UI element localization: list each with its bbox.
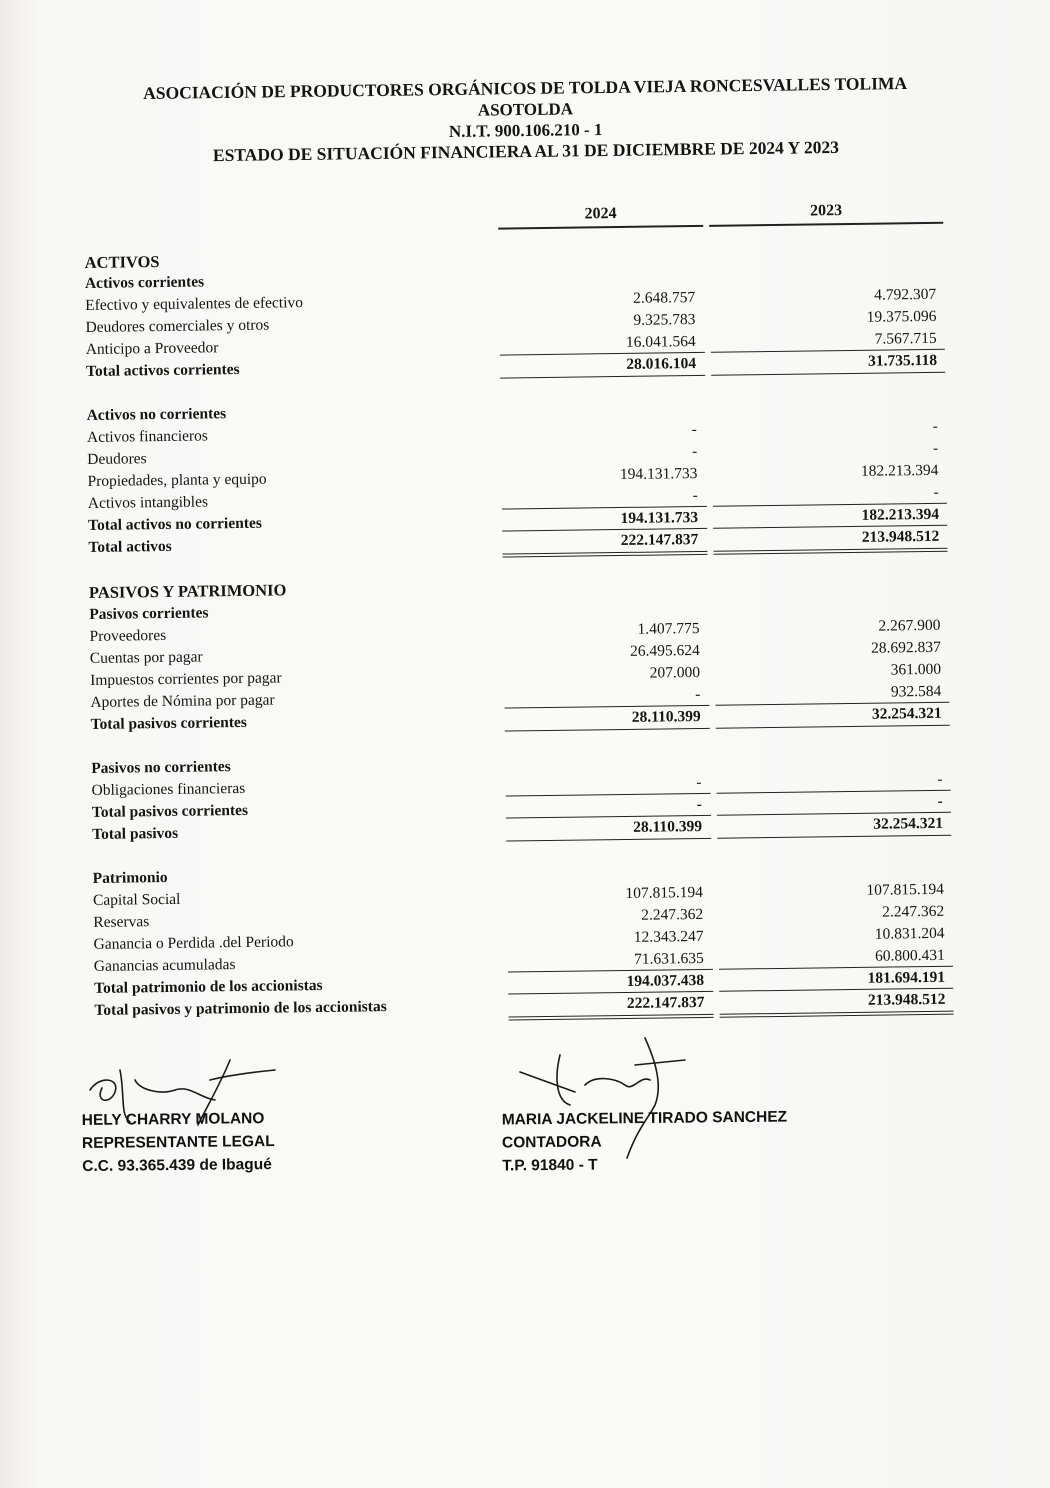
subsection-heading: Pasivos corrientes xyxy=(89,604,209,623)
table-row: Proveedores 1.407.775 2.267.900 xyxy=(89,616,941,645)
total-row: Total pasivos corrientes - - xyxy=(91,792,943,821)
table-row: Impuestos corrientes por pagar 207.000 361.000 xyxy=(90,660,942,689)
table-row: Reservas 2.247.362 2.247.362 xyxy=(93,902,945,931)
table-row: Obligaciones financieras - - xyxy=(91,770,943,799)
double-total-rule xyxy=(509,1017,714,1021)
signer-id: C.C. 93.365.439 de Ibagué xyxy=(82,1156,272,1176)
table-row: Efectivo y equivalentes de efectivo 2.648.757 4.792.307 xyxy=(85,285,937,314)
table-row: Ganancias acumuladas 71.631.635 60.800.431 xyxy=(93,946,945,975)
section-heading: ACTIVOS xyxy=(84,252,160,272)
table-row: Deudores comerciales y otros 9.325.783 19.375.096 xyxy=(85,307,937,336)
signer-name: HELY CHARRY MOLANO xyxy=(81,1110,265,1130)
signer-id: T.P. 91840 - T xyxy=(502,1156,598,1175)
table-row: Anticipo a Proveedor 16.041.564 7.567.715 xyxy=(85,329,937,358)
balance-sheet xyxy=(84,201,946,1019)
total-row: Total activos 222.147.837 213.948.512 xyxy=(88,527,940,556)
legal-representative-signature xyxy=(82,1107,275,1178)
column-header-rule xyxy=(709,222,943,227)
subsection-heading: Pasivos no corrientes xyxy=(91,758,231,777)
statement-title: ESTADO DE SITUACIÓN FINANCIERA AL 31 DE DICIEMBRE DE 2024 Y 2023 xyxy=(212,136,840,166)
accountant-signature xyxy=(502,1106,788,1178)
table-row: Activos intangibles - - xyxy=(87,483,939,512)
section-heading: PASIVOS Y PATRIMONIO xyxy=(88,580,287,602)
organization-acronym: ASOTOLDA xyxy=(477,99,574,120)
table-row: Ganancia o Perdida .del Periodo 12.343.247 10.831.204 xyxy=(93,924,945,953)
column-header-2023: 2023 xyxy=(809,202,843,220)
subsection-heading: Patrimonio xyxy=(92,868,168,887)
total-row: Total patrimonio de los accionistas 194.037.438 181.694.191 xyxy=(94,968,946,997)
signer-name: MARIA JACKELINE TIRADO SANCHEZ xyxy=(501,1108,788,1129)
tax-id: N.I.T. 900.106.210 - 1 xyxy=(448,119,603,142)
column-header-rule xyxy=(498,225,703,230)
total-row: Total pasivos y patrimonio de los accionistas 222.147.837 213.948.512 xyxy=(94,990,946,1019)
table-row: Aportes de Nómina por pagar - 932.584 xyxy=(90,682,942,711)
table-row: Capital Social 107.815.194 107.815.194 xyxy=(92,880,945,909)
total-row: Total activos no corrientes 194.131.733 182.213.394 xyxy=(87,505,940,534)
table-row: Deudores - - xyxy=(87,439,939,468)
total-row: Total pasivos 28.110.399 32.254.321 xyxy=(92,814,944,843)
subsection-heading: Activos corrientes xyxy=(84,273,205,292)
subsection-heading: Activos no corrientes xyxy=(86,405,227,424)
double-total-rule xyxy=(503,554,708,558)
organization-name: ASOCIACIÓN DE PRODUCTORES ORGÁNICOS DE TOLDA VIEJA RONCESVALLES TOLIMA xyxy=(143,72,908,103)
signer-role: REPRESENTANTE LEGAL xyxy=(81,1132,275,1153)
document-header xyxy=(60,72,991,168)
table-row: Cuentas por pagar 26.495.624 28.692.837 xyxy=(89,638,941,667)
total-row: Total activos corrientes 28.016.104 31.735.118 xyxy=(85,351,938,380)
total-row: Total pasivos corrientes 28.110.399 32.254.321 xyxy=(90,704,942,733)
table-row: Activos financieros - - xyxy=(86,417,938,446)
column-header-2024: 2024 xyxy=(584,205,617,223)
table-row: Propiedades, planta y equipo 194.131.733 182.213.394 xyxy=(87,461,939,490)
signer-role: CONTADORA xyxy=(501,1133,602,1152)
